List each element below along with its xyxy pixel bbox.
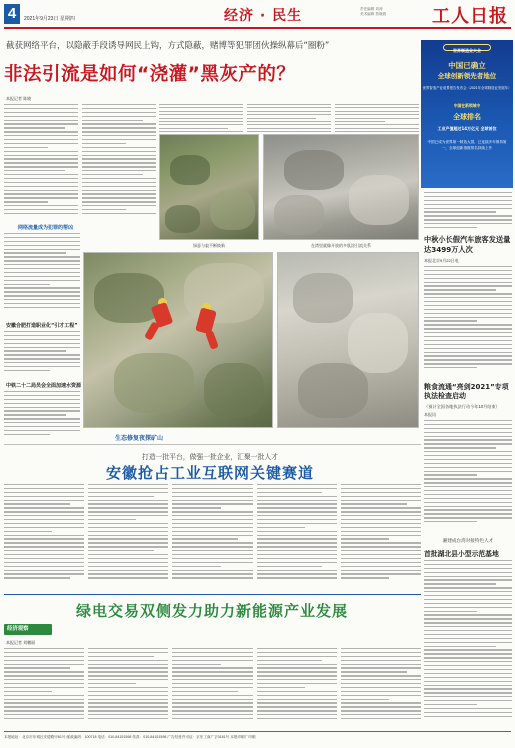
holiday-passenger-body <box>424 266 512 378</box>
ad-line: 中国在新领域中 <box>453 103 481 108</box>
section-divider <box>4 444 421 445</box>
economic-observation-badge: 经济观察 <box>4 624 52 635</box>
right-column-text <box>424 192 512 232</box>
footer-divider <box>4 731 511 732</box>
top-story-headline: 非法引流是如何“浇灌”黑灰产的？ <box>4 64 296 85</box>
top-story-kicker: 截获网络平台，以隐蔽手段诱导网民上钩，方式隐蔽，赌博等犯罪团伙操纵幕后“圈粉” <box>6 41 330 51</box>
section-divider <box>4 594 421 595</box>
hubei-demo-headline: 首批湖北县小型示范基地 <box>424 550 499 558</box>
ad-line: 工业产值超过14万亿元 全球首位 <box>437 126 497 131</box>
mid-story-kicker: 打造一批平台，做强一批企业，汇聚一批人才 <box>142 453 278 461</box>
text-column <box>82 104 156 222</box>
talent-kicker: 湘建成台湾对接特色人才 <box>442 538 494 543</box>
subhead-hefei-talent: 安徽合肥打造职业化“引才工程” <box>6 323 78 329</box>
news-photo-workers-slope <box>83 252 273 428</box>
article-hefei-body <box>4 331 80 375</box>
article-dateline: 本报北京9月22日电 <box>424 258 459 263</box>
manufacturing-conference-ad[interactable] <box>421 40 513 188</box>
grain-inspection-body <box>424 420 512 532</box>
top-story-byline: 本报记者 陈晓 <box>6 96 32 101</box>
top-story-body-sub1 <box>4 233 80 313</box>
news-photo-quarry <box>263 134 419 240</box>
photo-caption: 在湾里就像开放的多肽涂引流关系 <box>311 243 371 248</box>
page-number: 4 <box>4 4 20 24</box>
page-header <box>0 0 515 28</box>
top-story-body-left <box>4 104 156 222</box>
subhead-network-traffic: 网络流量成为犯罪的帮凶 <box>18 225 74 231</box>
ad-headline: 中国已确立 <box>448 61 486 70</box>
editor-line: 美术编辑 蔡晓燕 <box>360 12 387 16</box>
photo-caption: 绿意与寂不断焕新 <box>193 243 225 248</box>
newspaper-masthead: 工人日报 <box>432 6 508 27</box>
issue-date: 2021年9月23日 星期四 <box>24 16 75 22</box>
photo-overlay-label: 生态修复夜探矿山 <box>112 432 166 443</box>
editor-line: 责任编辑 刘涛 <box>360 7 383 11</box>
top-story-body-mid <box>159 104 419 132</box>
hubei-demo-body <box>424 560 512 728</box>
ad-line: 世界制造业大会 <box>453 48 481 53</box>
grain-inspection-headline: 粮食流通“亮剑2021”专项执法检查启动 <box>424 383 509 400</box>
bottom-story-headline: 绿电交易双侧发力助力新能源产业发展 <box>75 602 348 620</box>
editor-info <box>360 7 386 17</box>
article-dateline: 本报讯 <box>424 412 436 417</box>
mid-story-body <box>4 484 421 590</box>
ad-body: 中国已成为世界第一制造大国，已连续多年保持第一，全球创新指数排名持续上升 <box>427 140 507 150</box>
text-column <box>4 104 78 222</box>
section-title: 经济 · 民生 <box>224 8 303 24</box>
subhead-china-railway: 中铁二十二局员会全面加速水资源 <box>6 383 82 389</box>
mid-story-headline: 安徽抢占工业互联网关键赛道 <box>105 464 314 482</box>
grain-inspection-subtitle: （预计全国各地执法行动今年10月结束） <box>424 404 500 409</box>
header-divider <box>4 27 511 29</box>
news-photo-mountain <box>159 134 259 240</box>
page-footer: 本报地址：北京市东城区安德路甲61号 邮政编码：100718 电话：010-84151598 传真：010-84151598 广告经营许可证：京东工商广字0181号 本报印刷厂印刷 <box>4 735 256 739</box>
holiday-passenger-headline: 中秋小长假汽车旅客发送量达3499万人次 <box>424 235 511 254</box>
article-railway-body <box>4 391 80 439</box>
ad-line: 世界智造产业前景报告发布会（2021年全球制造业发展年） <box>422 86 512 90</box>
bottom-story-body <box>4 648 421 728</box>
ad-headline-secondary: 全球创新领先者地位 <box>437 72 497 80</box>
news-photo-rock-face <box>277 252 419 428</box>
ad-ranking: 全球排名 <box>453 113 481 121</box>
bottom-story-byline: 本报记者 刘鹏丽 <box>6 640 36 645</box>
